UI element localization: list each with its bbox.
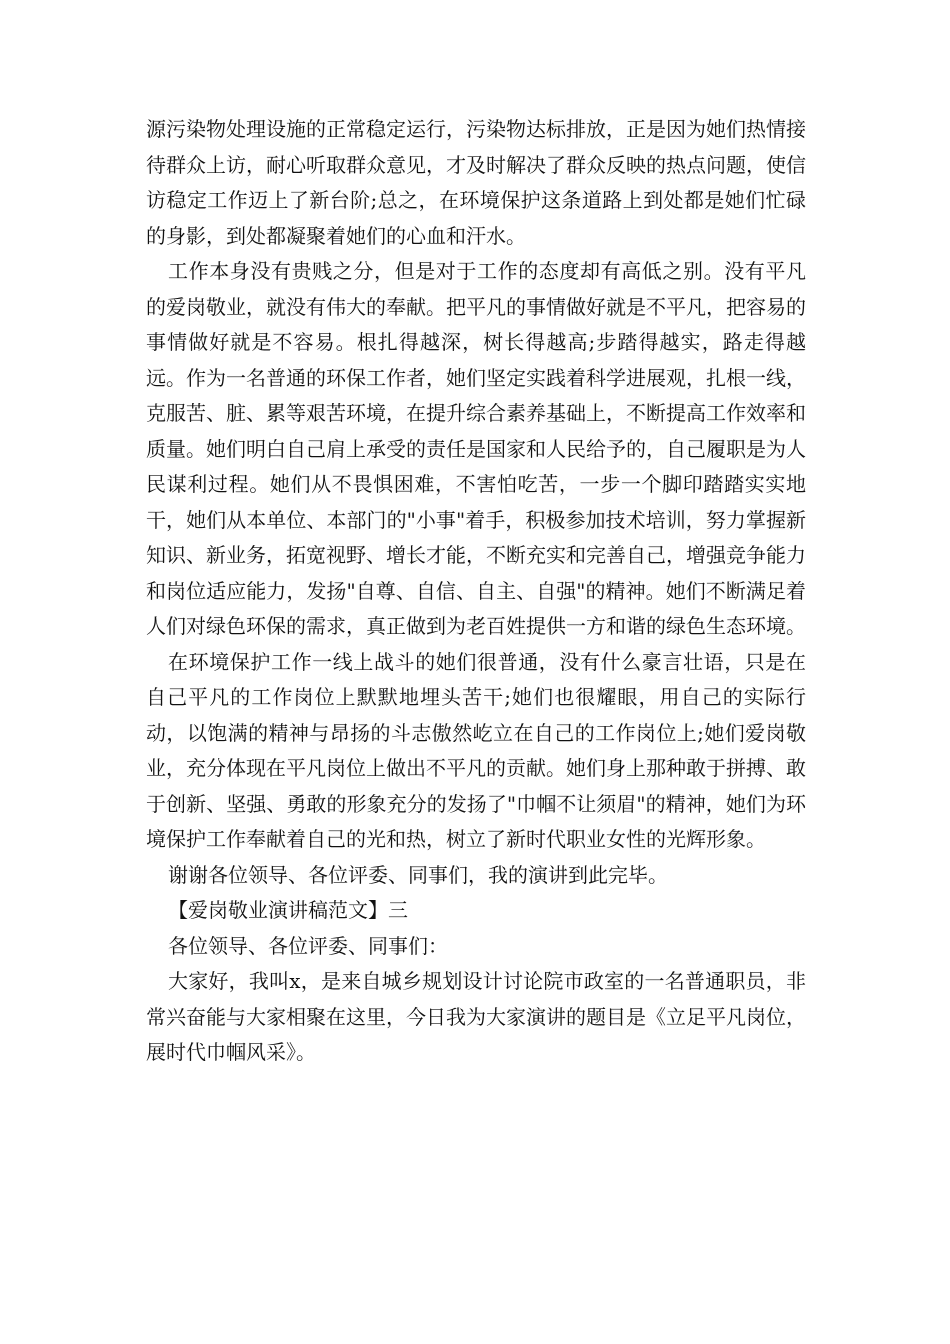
section-heading: 【爱岗敬业演讲稿范文】三 [168,898,408,922]
paragraph-continuation: 源污染物处理设施的正常稳定运行，污染物达标排放，正是因为她们热情接待群众上访，耐心听取群众意见，才及时解决了群众反映的热点问题，使信访稳定工作迈上了新台阶;总之，在环境保护这条道路上到处都是她们忙碌的身影，到处都凝聚着她们的心血和汗水。 [146,117,806,248]
document-body [146,112,806,1071]
paragraph-salutation: 各位领导、各位评委、同事们： [168,933,448,958]
paragraph-frontline: 在环境保护工作一线上战斗的她们很普通，没有什么豪言壮语，只是在自己平凡的工作岗位上默默地埋头苦干;她们也很耀眼，用自己的实际行动，以饱满的精神与昂扬的斗志傲然屹立在自己的工作岗位上;她们爱岗敬业，充分体现在平凡岗位上做出不平凡的贡献。她们身上那种敢于拼搏、敢于创新、坚强、勇敢的形象充分的发扬了"巾帼不让须眉"的精神，她们为环境保护工作奉献着自己的光和热，树立了新时代职业女性的光辉形象。 [146,649,806,851]
paragraph-introduction: 大家好，我叫x，是来自城乡规划设计讨论院市政室的一名普通职员，非常兴奋能与大家相聚在这里，今日我为大家演讲的题目是《立足平凡岗位，展时代巾帼风采》。 [146,969,806,1064]
paragraph-work-attitude: 工作本身没有贵贱之分，但是对于工作的态度却有高低之别。没有平凡的爱岗敬业，就没有伟大的奉献。把平凡的事情做好就是不平凡，把容易的事情做好就是不容易。根扎得越深，树长得越高;步踏得越实，路走得越远。作为一名普通的环保工作者，她们坚定实践着科学进展观，扎根一线，克服苦、脏、累等艰苦环境，在提升综合素养基础上，不断提高工作效率和质量。她们明白自己肩上承受的责任是国家和人民给予的，自己履职是为人民谋利过程。她们从不畏惧困难，不害怕吃苦，一步一个脚印踏踏实实地干，她们从本单位、本部门的"小事"着手，积极参加技术培训，努力掌握新知识、新业务，拓宽视野、增长才能，不断充实和完善自己，增强竞争能力和岗位适应能力，发扬"自尊、自信、自主、自强"的精神。她们不断满足着人们对绿色环保的需求，真正做到为老百姓提供一方和谐的绿色生态环境。 [146,259,806,638]
paragraph-thanks: 谢谢各位领导、各位评委、同事们，我的演讲到此完毕。 [168,862,668,887]
